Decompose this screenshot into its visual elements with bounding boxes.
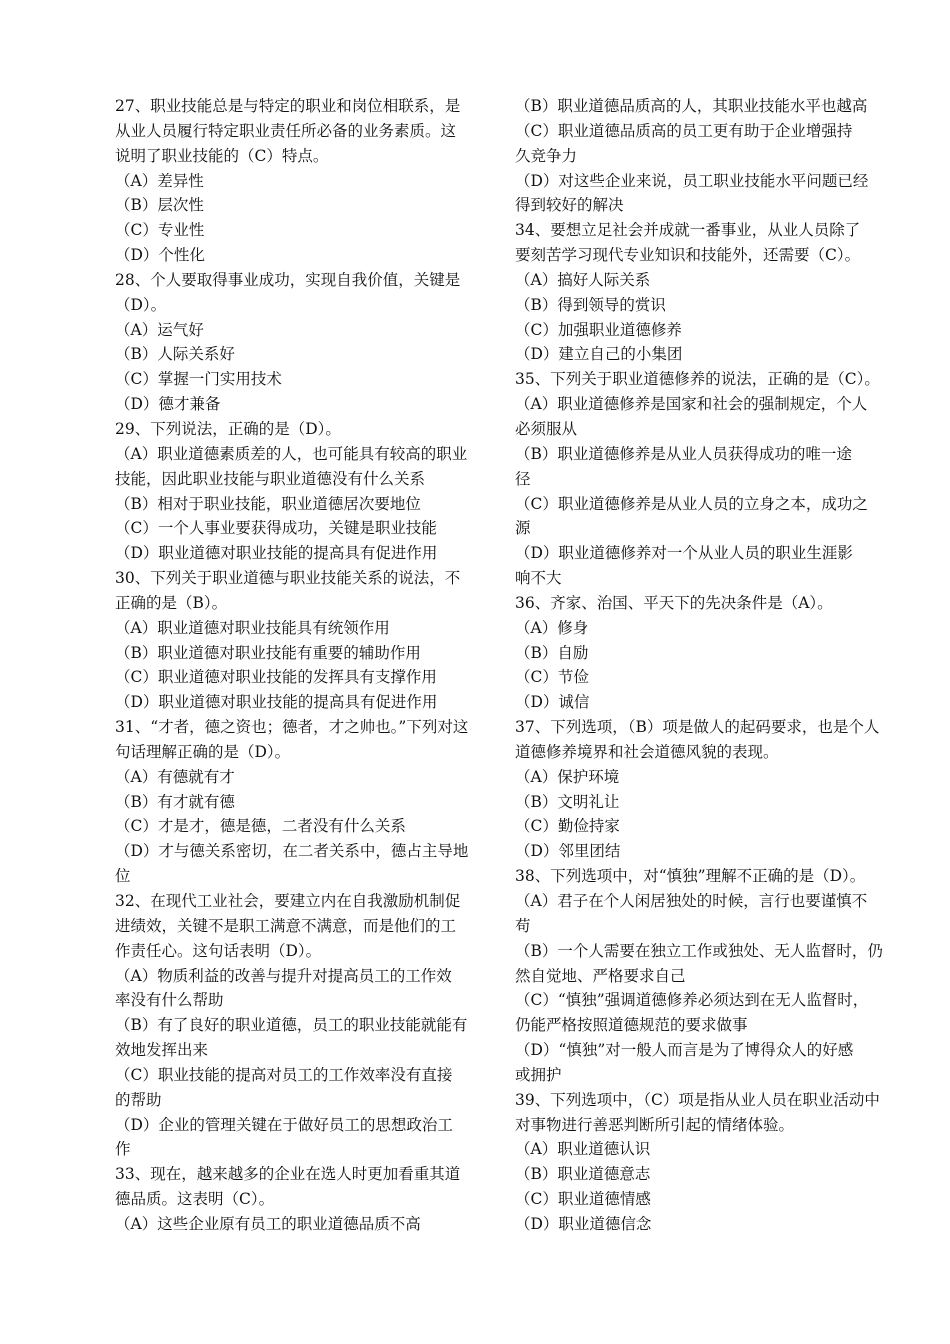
text-line: （A）职业道德对职业技能具有统领作用 bbox=[115, 618, 390, 637]
text-line: （C）勤俭持家 bbox=[515, 817, 620, 836]
text-line: （C）专业性 bbox=[115, 221, 205, 240]
text-line: （B）人际关系好 bbox=[115, 345, 235, 364]
text-line: 说明了职业技能的（C）特点。 bbox=[115, 146, 329, 165]
text-line: 效地发挥出来 bbox=[115, 1041, 209, 1060]
text-line: （B）相对于职业技能，职业道德居次要地位 bbox=[115, 494, 421, 513]
text-line: （C）才是才，德是德，二者没有什么关系 bbox=[115, 817, 406, 836]
text-line: （C）职业道德对职业技能的发挥具有支撑作用 bbox=[115, 668, 437, 687]
text-line: （C）职业技能的提高对员工的工作效率没有直接 bbox=[115, 1065, 453, 1084]
text-line: （C）职业道德品质高的员工更有助于企业增强持 bbox=[515, 121, 853, 140]
text-line: （D）对这些企业来说，员工职业技能水平问题已经 bbox=[515, 171, 869, 190]
text-line: （B）职业道德修养是从业人员获得成功的唯一途 bbox=[515, 444, 852, 463]
text-line: 德品质。这表明（C）。 bbox=[115, 1190, 275, 1209]
text-line: （C）职业道德情感 bbox=[515, 1190, 651, 1209]
text-line: （A）物质利益的改善与提升对提高员工的工作效 bbox=[115, 966, 452, 985]
text-line: 径 bbox=[515, 469, 531, 488]
text-line: （A）运气好 bbox=[115, 320, 204, 339]
text-line: 27、职业技能总是与特定的职业和岗位相联系，是 bbox=[115, 97, 461, 115]
text-line: （D）职业道德对职业技能的提高具有促进作用 bbox=[115, 693, 438, 712]
text-line: 38、下列选项中，对“慎独”理解不正确的是（D）。 bbox=[515, 867, 866, 886]
text-line: 37、下列选项，（B）项是做人的起码要求，也是个人 bbox=[515, 718, 880, 737]
text-line: 响不大 bbox=[515, 569, 562, 588]
text-line: 然自觉地、严格要求自己 bbox=[515, 966, 686, 985]
text-line: （D）职业道德信念 bbox=[515, 1214, 652, 1233]
text-line: 正确的是（B）。 bbox=[115, 593, 228, 612]
text-line: （D）建立自己的小集团 bbox=[515, 345, 683, 364]
text-line: 39、下列选项中，（C）项是指从业人员在职业活动中 bbox=[515, 1090, 880, 1109]
left-column bbox=[115, 94, 487, 1237]
text-line: 道德修养境界和社会道德风貌的表现。 bbox=[515, 742, 779, 761]
text-line: 必须服从 bbox=[515, 419, 578, 438]
text-line: （C）节俭 bbox=[515, 668, 589, 687]
text-line: （A）职业道德素质差的人，也可能具有较高的职业 bbox=[115, 444, 468, 463]
text-line: （B）有才就有德 bbox=[115, 792, 235, 811]
text-line: 的帮助 bbox=[115, 1090, 162, 1109]
text-line: （D）才与德关系密切，在二者关系中，德占主导地 bbox=[115, 842, 469, 861]
text-line: 仍能严格按照道德规范的要求做事 bbox=[515, 1016, 748, 1035]
text-line: 要刻苦学习现代专业知识和技能外，还需要（C）。 bbox=[515, 246, 861, 265]
text-line: 或拥护 bbox=[515, 1065, 562, 1084]
text-line: 28、个人要取得事业成功，实现自我价值，关键是 bbox=[115, 270, 461, 289]
text-line: （B）得到领导的赏识 bbox=[515, 295, 666, 314]
text-line: （D）个性化 bbox=[115, 246, 205, 265]
text-line: （A）职业道德修养是国家和社会的强制规定，个人 bbox=[515, 395, 868, 414]
text-line: （A）差异性 bbox=[115, 171, 204, 190]
text-line: 位 bbox=[115, 867, 131, 886]
text-line: （D）职业道德对职业技能的提高具有促进作用 bbox=[115, 544, 438, 563]
right-column bbox=[515, 94, 887, 1237]
text-line: （B）职业道德品质高的人，其职业技能水平也越高 bbox=[515, 97, 868, 115]
text-line: （C）“慎独”强调道德修养必须达到在无人监督时， bbox=[515, 991, 869, 1010]
text-line: 31、“才者，德之资也；德者，才之帅也。”下列对这 bbox=[115, 718, 469, 737]
text-line: （A）修身 bbox=[515, 618, 589, 637]
text-line: （C）掌握一门实用技术 bbox=[115, 370, 282, 389]
text-line: 33、现在，越来越多的企业在选人时更加看重其道 bbox=[115, 1165, 461, 1184]
text-line: 句话理解正确的是（D）。 bbox=[115, 742, 291, 761]
text-line: 34、要想立足社会并成就一番事业，从业人员除了 bbox=[515, 221, 861, 240]
text-line: 苟 bbox=[515, 916, 531, 935]
text-line: 源 bbox=[515, 519, 531, 538]
text-line: 32、在现代工业社会，要建立内在自我激励机制促 bbox=[115, 892, 461, 910]
text-line: 29、下列说法，正确的是（D）。 bbox=[115, 419, 341, 438]
text-line: （D）企业的管理关键在于做好员工的思想政治工 bbox=[115, 1115, 453, 1134]
text-line: （B）职业道德对职业技能有重要的辅助作用 bbox=[115, 643, 421, 662]
text-line: 30、下列关于职业道德与职业技能关系的说法，不 bbox=[115, 569, 461, 588]
text-line: （A）职业道德认识 bbox=[515, 1140, 651, 1159]
text-line: （B）自励 bbox=[515, 643, 589, 662]
text-line: 36、齐家、治国、平天下的先决条件是（A）。 bbox=[515, 593, 833, 612]
text-line: （D）“慎独”对一般人而言是为了博得众人的好感 bbox=[515, 1041, 854, 1060]
text-line: 率没有什么帮助 bbox=[115, 991, 224, 1010]
text-line: （D）职业道德修养对一个从业人员的职业生涯影 bbox=[515, 544, 853, 563]
text-line: 久竞争力 bbox=[515, 146, 578, 165]
text-line: （A）搞好人际关系 bbox=[515, 270, 651, 289]
text-line: （C）职业道德修养是从业人员的立身之本，成功之 bbox=[515, 494, 868, 513]
text-line: 对事物进行善恶判断所引起的情绪体验。 bbox=[515, 1115, 795, 1134]
text-line: 得到较好的解决 bbox=[515, 196, 624, 215]
text-line: （D）德才兼备 bbox=[115, 395, 221, 414]
text-line: （B）层次性 bbox=[115, 196, 204, 215]
text-line: 作责任心。这句话表明（D）。 bbox=[115, 941, 322, 960]
text-line: 35、下列关于职业道德修养的说法，正确的是（C）。 bbox=[515, 370, 880, 389]
text-line: （A）这些企业原有员工的职业道德品质不高 bbox=[115, 1214, 421, 1233]
text-line: （A）有德就有才 bbox=[115, 767, 235, 786]
text-line: （A）保护环境 bbox=[515, 767, 620, 786]
text-line: 作 bbox=[115, 1140, 131, 1159]
text-line: （B）有了良好的职业道德，员工的职业技能就能有 bbox=[115, 1016, 468, 1035]
text-line: （D）。 bbox=[115, 295, 167, 314]
text-line: （D）诚信 bbox=[515, 693, 590, 712]
text-line: （B）一个人需要在独立工作或独处、无人监督时，仍 bbox=[515, 941, 883, 960]
text-line: （A）君子在个人闲居独处的时候，言行也要谨慎不 bbox=[515, 892, 868, 910]
text-line: （D）邻里团结 bbox=[515, 842, 621, 861]
text-line: （B）职业道德意志 bbox=[515, 1165, 651, 1184]
text-line: 从业人员履行特定职业责任所必备的业务素质。这 bbox=[115, 121, 457, 140]
text-line: （C）一个人事业要获得成功，关键是职业技能 bbox=[115, 519, 437, 538]
text-line: 进绩效，关键不是职工满意不满意，而是他们的工 bbox=[115, 916, 457, 935]
text-line: （B）文明礼让 bbox=[515, 792, 620, 811]
text-line: （C）加强职业道德修养 bbox=[515, 320, 682, 339]
text-line: 技能，因此职业技能与职业道德没有什么关系 bbox=[115, 469, 426, 488]
